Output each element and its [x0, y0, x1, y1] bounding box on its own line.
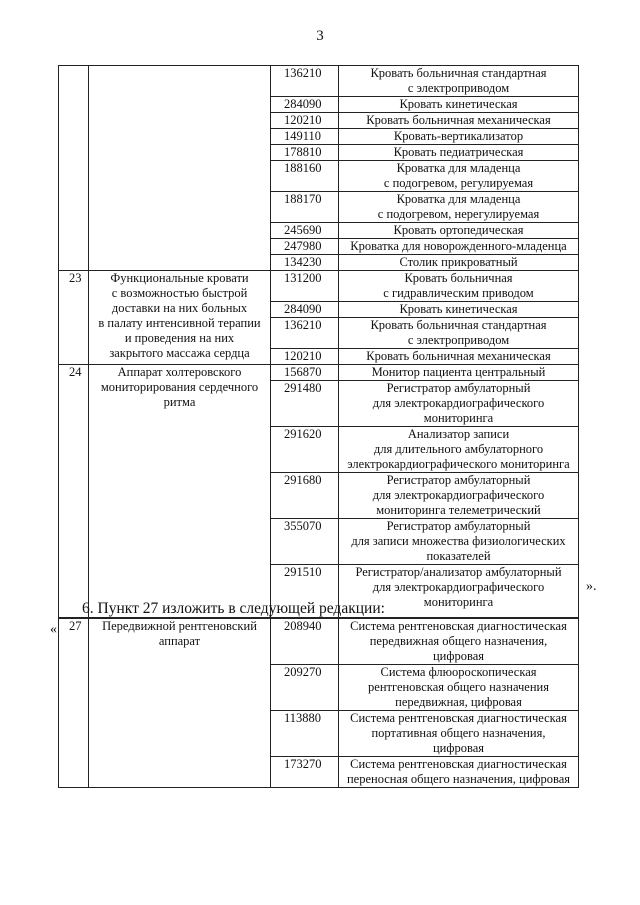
code-cell: 209270 — [271, 665, 339, 711]
description-cell — [339, 318, 579, 349]
description-cell — [339, 519, 579, 565]
description-cell — [339, 223, 579, 239]
code-cell: 291510 — [271, 565, 339, 618]
code-cell: 120210 — [271, 349, 339, 365]
description-line: передвижная общего назначения, — [369, 634, 548, 648]
description-line: Кроватка для младенца — [396, 161, 521, 175]
description-line: мониторинга — [423, 595, 494, 609]
code-cell: 284090 — [271, 97, 339, 113]
code-cell: 120210 — [271, 113, 339, 129]
description-line: Кровать больничная механическая — [366, 349, 551, 363]
description-line: Кровать больничная — [404, 271, 513, 285]
description-line: Столик прикроватный — [399, 255, 518, 269]
description-line: Регистратор амбулаторный — [386, 473, 531, 487]
description-cell — [339, 129, 579, 145]
description-line: для записи множества физиологических — [351, 534, 566, 548]
code-cell: 355070 — [271, 519, 339, 565]
description-line: Регистратор амбулаторный — [386, 381, 531, 395]
description-line: Система флюороскопическая — [380, 665, 537, 679]
description-line: Регистратор/анализатор амбулаторный — [355, 565, 562, 579]
description-line: портативная общего назначения, — [371, 726, 546, 740]
description-cell — [339, 97, 579, 113]
device-name-line: закрытого массажа сердца — [109, 346, 250, 360]
description-cell — [339, 66, 579, 97]
code-cell: 136210 — [271, 318, 339, 349]
description-line: Кроватка для новорожденного-младенца — [350, 239, 567, 253]
code-cell: 134230 — [271, 255, 339, 271]
code-cell: 178810 — [271, 145, 339, 161]
description-cell — [339, 427, 579, 473]
description-line: Кровать больничная стандартная — [370, 66, 547, 80]
description-line: с подогревом, нерегулируемая — [377, 207, 540, 221]
device-name-line: ритма — [163, 395, 196, 409]
code-cell: 173270 — [271, 757, 339, 788]
description-cell — [339, 271, 579, 302]
device-name-line: в палату интенсивной терапии — [98, 316, 261, 330]
device-name-cell — [89, 66, 271, 271]
device-name-line: с возможностью быстрой — [111, 286, 248, 300]
device-name-cell — [89, 365, 271, 618]
device-name-line: Аппарат холтеровского — [117, 365, 242, 379]
description-line: Кровать-вертикализатор — [393, 129, 524, 143]
row-number-cell: 24 — [59, 365, 89, 618]
description-line: Монитор пациента центральный — [371, 365, 546, 379]
description-line: с электроприводом — [407, 333, 510, 347]
description-line: для длительного амбулаторного — [373, 442, 544, 456]
description-line: рентгеновская общего назначения — [368, 680, 549, 694]
description-line: с подогревом, регулируемая — [383, 176, 534, 190]
device-name-cell — [89, 619, 271, 788]
description-cell — [339, 113, 579, 129]
code-cell: 149110 — [271, 129, 339, 145]
code-cell: 247980 — [271, 239, 339, 255]
description-line: Кровать педиатрическая — [393, 145, 524, 159]
description-line: для электрокардиографического — [372, 580, 545, 594]
device-name-line: аппарат — [158, 634, 201, 648]
description-line: Кровать больничная стандартная — [370, 318, 547, 332]
code-cell: 136210 — [271, 66, 339, 97]
row-number-cell: 27 — [59, 619, 89, 788]
row-number-cell: 23 — [59, 271, 89, 365]
code-cell: 156870 — [271, 365, 339, 381]
description-line: цифровая — [432, 649, 484, 663]
description-cell — [339, 239, 579, 255]
table-row — [59, 365, 579, 381]
code-cell: 188170 — [271, 192, 339, 223]
description-line: Система рентгеновская диагностическая — [350, 711, 567, 725]
device-name-cell — [89, 271, 271, 365]
description-cell — [339, 619, 579, 665]
code-cell: 113880 — [271, 711, 339, 757]
device-name-line: Передвижной рентгеновский — [102, 619, 257, 633]
equipment-table-bottom — [58, 618, 579, 788]
table-row — [59, 271, 579, 302]
paragraph-heading: 6. Пункт 27 изложить в следующей редакции: — [82, 600, 385, 617]
code-cell: 291680 — [271, 473, 339, 519]
code-cell: 131200 — [271, 271, 339, 302]
description-line: мониторинга — [423, 411, 494, 425]
description-cell — [339, 349, 579, 365]
description-line: мониторинга телеметрический — [376, 503, 541, 517]
description-line: электрокардиографического мониторинга — [347, 457, 570, 471]
equipment-table-top — [58, 65, 579, 618]
row-number-cell — [59, 66, 89, 271]
table-row — [59, 66, 579, 97]
description-line: Кроватка для младенца — [396, 192, 521, 206]
code-cell: 284090 — [271, 302, 339, 318]
device-name-line: и проведения на них — [124, 331, 235, 345]
description-cell — [339, 302, 579, 318]
device-name-line: Функциональные кровати — [110, 271, 249, 285]
code-cell: 208940 — [271, 619, 339, 665]
description-line: Система рентгеновская диагностическая — [350, 757, 567, 771]
code-cell: 188160 — [271, 161, 339, 192]
description-cell — [339, 255, 579, 271]
description-cell — [339, 192, 579, 223]
description-line: для электрокардиографического — [372, 396, 545, 410]
description-line: Анализатор записи — [407, 427, 510, 441]
page-number: 3 — [316, 28, 324, 44]
description-cell — [339, 365, 579, 381]
description-cell — [339, 757, 579, 788]
device-name-line: мониторирования сердечного — [100, 380, 259, 394]
description-line: Кровать больничная механическая — [366, 113, 551, 127]
device-name-line: доставки на них больных — [111, 301, 248, 315]
description-line: передвижная, цифровая — [395, 695, 522, 709]
description-cell — [339, 161, 579, 192]
description-line: с электроприводом — [407, 81, 510, 95]
description-line: Кровать кинетическая — [399, 302, 518, 316]
description-cell — [339, 665, 579, 711]
closing-quote: ». — [586, 579, 597, 594]
description-line: показателей — [426, 549, 491, 563]
description-cell — [339, 473, 579, 519]
description-line: Кровать ортопедическая — [393, 223, 524, 237]
description-cell — [339, 145, 579, 161]
description-line: переносная общего назначения, цифровая — [346, 772, 571, 786]
description-line: Регистратор амбулаторный — [386, 519, 531, 533]
description-line: для электрокардиографического — [372, 488, 545, 502]
code-cell: 291620 — [271, 427, 339, 473]
code-cell: 245690 — [271, 223, 339, 239]
description-cell — [339, 381, 579, 427]
description-line: цифровая — [432, 741, 484, 755]
table-row — [59, 619, 579, 665]
description-line: Кровать кинетическая — [399, 97, 518, 111]
description-cell — [339, 711, 579, 757]
description-line: с гидравлическим приводом — [383, 286, 534, 300]
opening-quote: « — [50, 622, 57, 637]
description-line: Система рентгеновская диагностическая — [350, 619, 567, 633]
code-cell: 291480 — [271, 381, 339, 427]
